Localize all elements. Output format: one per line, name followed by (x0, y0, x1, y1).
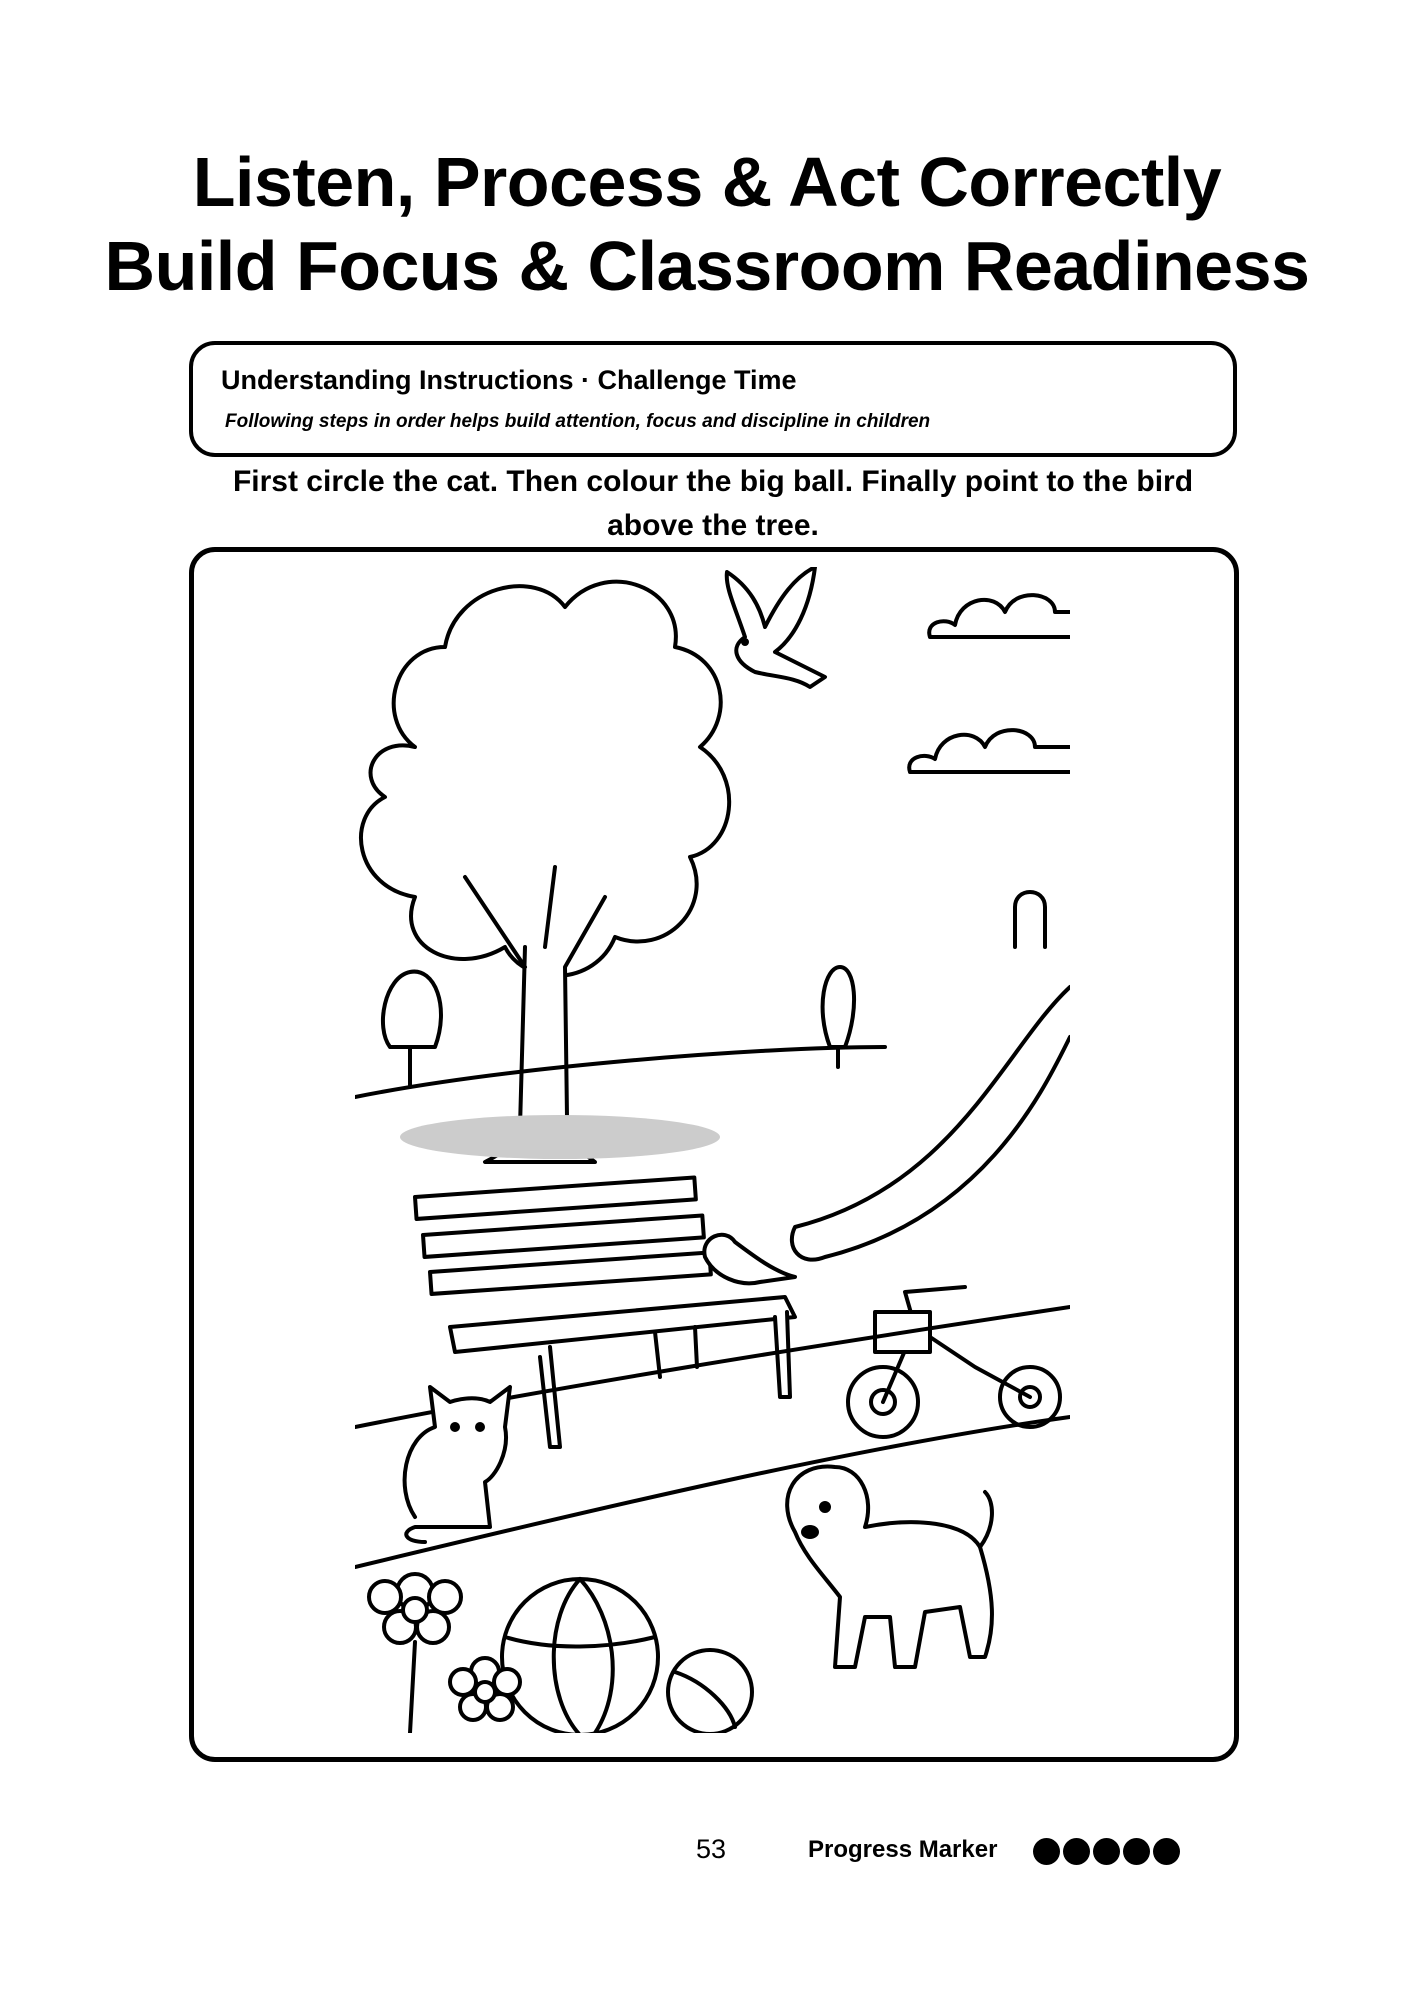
progress-dot (1153, 1838, 1180, 1865)
slide (792, 892, 1070, 1260)
bird-flying (727, 567, 825, 687)
progress-dot (1063, 1838, 1090, 1865)
background-hills (355, 967, 885, 1097)
progress-dot (1123, 1838, 1150, 1865)
progress-dot (1033, 1838, 1060, 1865)
progress-marker-dots (1033, 1838, 1180, 1865)
dog (787, 1467, 992, 1667)
header-box (189, 341, 1237, 457)
beach-ball-big (502, 1579, 658, 1733)
small-bird (704, 1235, 795, 1283)
progress-dot (1093, 1838, 1120, 1865)
instruction-text: First circle the cat. Then colour the big ball. Finally point to the bird above the tree. (232, 465, 1194, 542)
flowers (369, 1574, 520, 1733)
header-box-heading: Understanding Instructions · Challenge Time (221, 365, 797, 395)
header-box-subheading: Following steps in order helps build attention, focus and discipline in children (225, 411, 931, 432)
bicycle (848, 1287, 1060, 1437)
clouds (909, 595, 1070, 772)
page-title-line2: Build Focus & Classroom Readiness (104, 227, 1310, 305)
tree (361, 582, 729, 1162)
page-number: 53 (696, 1834, 727, 1864)
page-title-line1: Listen, Process & Act Correctly (192, 143, 1222, 221)
cat (405, 1387, 510, 1542)
ball-small (668, 1650, 752, 1733)
progress-marker-label: Progress Marker (808, 1836, 998, 1863)
park-illustration (355, 567, 1070, 1733)
